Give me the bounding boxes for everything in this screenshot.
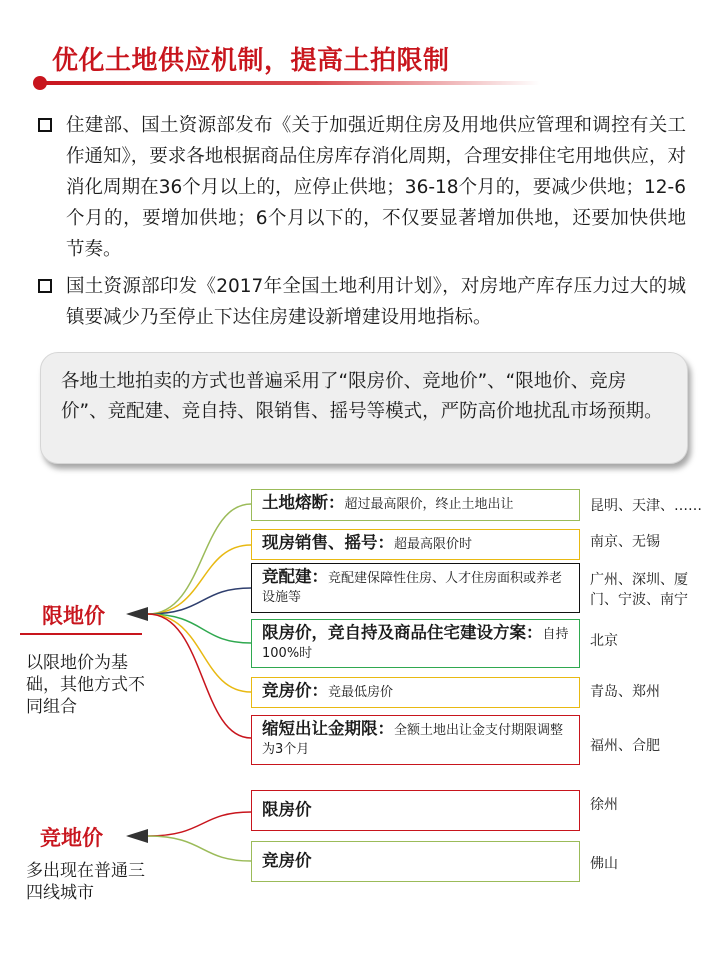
connector-line	[148, 836, 251, 861]
connector-line	[148, 812, 251, 836]
method-node-payment-term	[251, 715, 580, 765]
method-title: 限房价	[262, 800, 312, 819]
city-list: 北京	[590, 633, 618, 649]
method-node-lottery	[251, 529, 580, 560]
arrow-left-icon	[126, 607, 148, 621]
method-title: 限房价，竞自持及商品住宅建设方案：	[262, 623, 543, 642]
callout-text: 各地土地拍卖的方式也普遍采用了“限房价、竞地价”、“限地价、竞房价”、竞配建、竞自持、限销售、摇号等模式，严防高价地扰乱市场预期。	[61, 371, 663, 422]
method-node-limit-house-price	[251, 790, 580, 831]
method-title: 土地熔断：	[262, 493, 345, 512]
method-node-fuse	[251, 489, 580, 521]
method-detail: 自持100%时	[262, 627, 569, 661]
method-node-house-price	[251, 677, 580, 708]
hub-description: 多出现在普通三四线城市	[26, 861, 145, 903]
method-detail: 超过最高限价，终止土地出让	[344, 497, 514, 512]
connector-line	[148, 614, 251, 738]
hub-underline	[20, 633, 142, 635]
connector-line	[148, 545, 251, 614]
method-title: 竞房价	[262, 851, 312, 870]
bullet-text: 国土资源部印发《2017年全国土地利用计划》，对房地产库存压力过大的城镇要减少乃至停止下达住房建设新增建设用地指标。	[66, 276, 686, 328]
city-list: 广州、深圳、厦门、宁波、南宁	[590, 572, 688, 608]
city-list: 福州、合肥	[590, 738, 660, 754]
connector-line	[148, 504, 251, 614]
hub-label-xiandijia: 限地价	[42, 604, 105, 628]
method-node-allocation	[251, 563, 580, 613]
method-detail: 竞最低房价	[328, 685, 394, 700]
city-list: 佛山	[590, 856, 618, 872]
city-list: 徐州	[590, 797, 618, 813]
page-title: 优化土地供应机制，提高土拍限制	[52, 46, 450, 76]
hub-label-jingdijia: 竞地价	[40, 826, 103, 850]
method-detail: 超最高限价时	[394, 537, 473, 552]
method-title: 缩短出让金期限：	[262, 719, 394, 738]
connector-line	[148, 614, 251, 692]
method-title: 竞房价：	[262, 681, 328, 700]
method-detail: 全额土地出让金支付期限调整为3个月	[262, 723, 564, 757]
method-title: 竞配建：	[262, 567, 328, 586]
arrow-left-icon	[126, 829, 148, 843]
city-list: 南京、无锡	[590, 534, 660, 550]
bullet-text: 住建部、国土资源部发布《关于加强近期住房及用地供应管理和调控有关工作通知》，要求各地根据商品住房库存消化周期，合理安排住宅用地供应，对消化周期在36个月以上的，应停止供地；36-18个月的，要减少供地；12-6个月的，要增加供地；6个月以下的，不仅要显著增加供地，还要加快供地节奏。	[66, 115, 686, 260]
method-node-compete-house-price	[251, 841, 580, 882]
hub-description: 以限地价为基础，其他方式不同组合	[26, 653, 145, 717]
method-detail: 竞配建保障性住房、人才住房面积或养老设施等	[262, 571, 563, 605]
city-list: 昆明、天津、……	[590, 498, 702, 514]
method-title: 现房销售、摇号：	[262, 533, 394, 552]
city-list: 青岛、郑州	[590, 684, 660, 700]
method-node-self-hold	[251, 619, 580, 668]
